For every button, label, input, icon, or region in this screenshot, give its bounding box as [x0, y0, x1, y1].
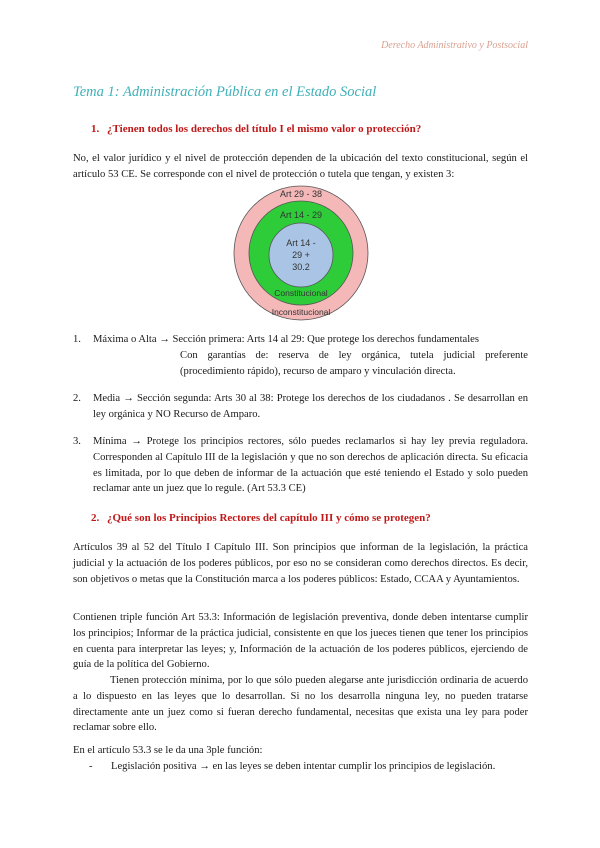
level-3-text: Mínima → Protege los principios rectores, sólo puedes reclamarlos si hay ley previa reguladora. Corresponden al Capítulo III de la legislación y que no son derechos de aplicación directa. Su eficacia es limitada, por lo que deben de informar de la actuación que esté teniendo el Estado y solo pueden reclamar ante un juez que lo regule. (Art 53.3 CE)	[93, 436, 528, 495]
question-2	[91, 512, 431, 524]
level-item-2	[73, 391, 528, 423]
level-3-number: 3.	[73, 436, 81, 447]
bullet-dash: -	[89, 761, 93, 772]
question-2-text: ¿Qué son los Principios Rectores del capítulo III y cómo se protegen?	[107, 512, 431, 524]
question-1-text: ¿Tienen todos los derechos del título I el mismo valor o protección?	[107, 123, 422, 135]
page-header: Derecho Administrativo y Postsocial	[381, 40, 528, 51]
protection-levels-diagram	[228, 185, 374, 321]
level-1-number: 1.	[73, 334, 81, 345]
level-item-3	[73, 434, 528, 497]
paragraph-1: Artículos 39 al 52 del Título I Capítulo III. Son principios que informan de la legislación, la práctica judicial y la actuación de los poderes públicos, por eso no se consideran como derechos directos. Es decir, son objetivos o metas que la Constitución marca a los poderes públicos: Estado, CCAA y Ayuntamientos.	[73, 542, 528, 585]
bullet-item-1	[89, 759, 528, 775]
level-2-text: Media → Sección segunda: Arts 30 al 38: Protege los derechos de los ciudadanos . Se desarrollan en ley orgánica y NO Recurso de Amparo.	[93, 393, 528, 420]
label-art-29-38: Art 29 - 38	[279, 189, 323, 199]
label-inconstitucional: Inconstitucional	[271, 307, 331, 317]
label-inner-2: 29 +	[292, 250, 310, 260]
question-1-number: 1.	[91, 123, 100, 135]
topic-title: Tema 1: Administración Pública en el Estado Social	[73, 84, 377, 100]
intro-paragraph: No, el valor jurídico y el nivel de protección dependen de la ubicación del texto constitucional, según el artículo 53 CE. Se corresponde con el nivel de protección o tutela que tengan, y existen 3:	[73, 153, 528, 180]
paragraph-4: En el artículo 53.3 se le da una 3ple función:	[73, 745, 263, 756]
bullet-1-text: Legislación positiva → en las leyes se deben intentar cumplir los principios de legislación.	[111, 761, 496, 772]
level-1-continuation: Con garantías de: reserva de ley orgánica, tutela judicial preferente (procedimiento rápido), recurso de amparo y vinculación directa.	[180, 350, 528, 377]
label-inner-1: Art 14 -	[286, 238, 316, 248]
label-constitucional: Constitucional	[274, 288, 328, 298]
level-item-1	[73, 332, 528, 348]
level-2-number: 2.	[73, 393, 81, 404]
paragraph-3: Tienen protección mínima, por lo que sólo pueden alegarse ante jurisdicción ordinaria de acuerdo a lo dispuesto en las leyes que lo desarrollan. Si no los desarrolla ninguna ley, no pueden tratarse directamente ante un juez como si fueran derecho fundamental, necesitas que exista una ley para poder reclamar sobre ello.	[73, 675, 528, 734]
question-2-number: 2.	[91, 512, 100, 524]
label-inner-3: 30.2	[292, 262, 310, 272]
question-1	[91, 123, 421, 135]
level-1-text: Máxima o Alta → Sección primera: Arts 14 al 29: Que protege los derechos fundamentales	[93, 334, 479, 345]
label-art-14-29: Art 14 - 29	[279, 210, 323, 220]
paragraph-2: Contienen triple función Art 53.3: Información de legislación preventiva, donde deben intentarse cumplir los principios; Informar de la práctica judicial, consistente en que los jueces tienen que tener los principios en cuenta para interpretar las leyes; y, Información de la actuación de los poderes públicos, ejerciendo de guía de la política del Gobierno.	[73, 612, 528, 671]
